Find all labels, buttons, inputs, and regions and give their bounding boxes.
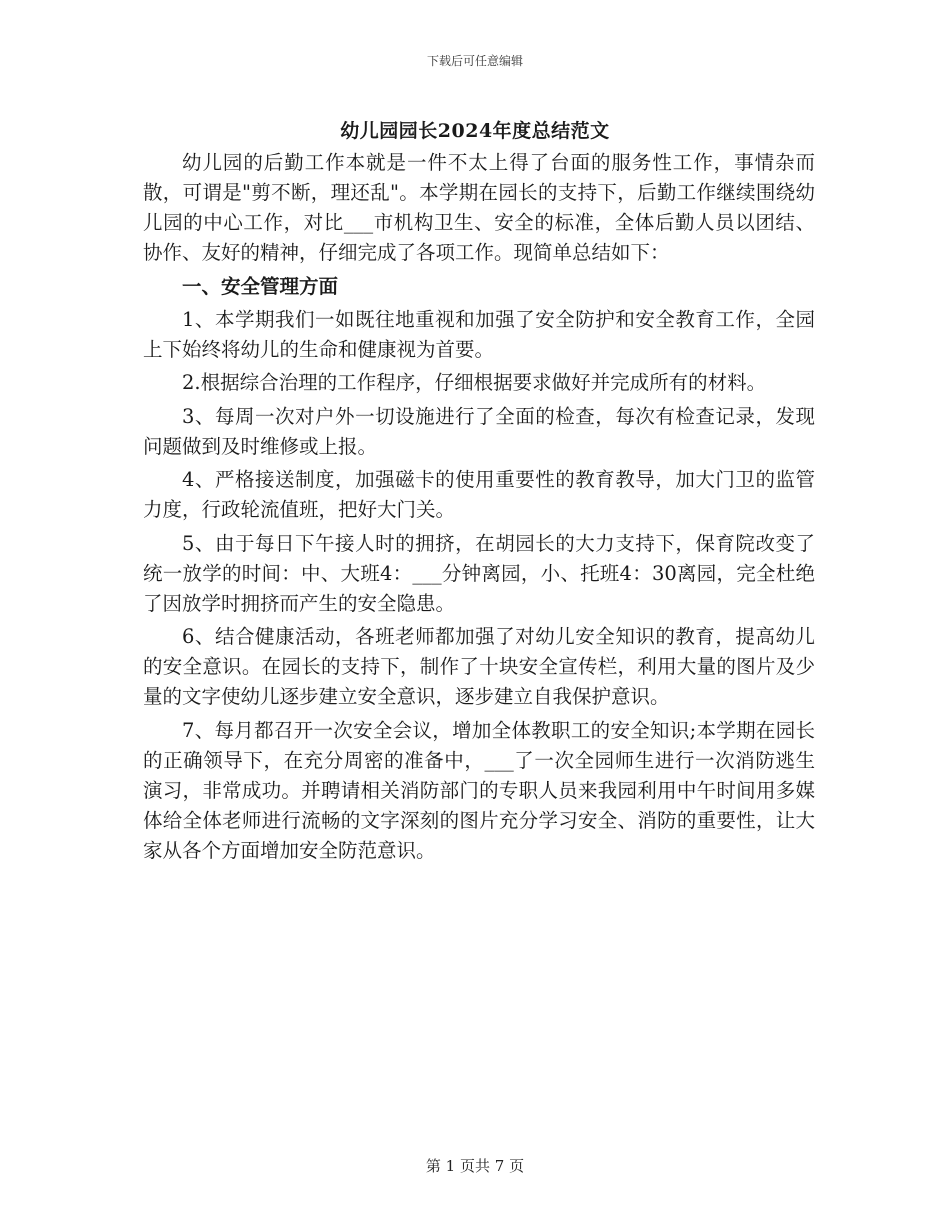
intro-paragraph: 幼儿园的后勤工作本就是一件不太上得了台面的服务性工作，事情杂而散，可谓是"剪不断，理还乱"。本学期在园长的支持下，后勤工作继续围绕幼儿园的中心工作，对比___市机构卫生、安全的标准，全体后勤人员以团结、协作、友好的精神，仔细完成了各项工作。现简单总结如下： <box>143 151 815 264</box>
list-item: 1、本学期我们一如既往地重视和加强了安全防护和安全教育工作，全园上下始终将幼儿的生命和健康视为首要。 <box>143 307 815 361</box>
document-title: 幼儿园园长2024年度总结范文 <box>340 120 610 142</box>
document-body <box>143 148 815 869</box>
header-note: 下载后可任意编辑 <box>426 54 523 68</box>
list-item: 5、由于每日下午接人时的拥挤，在胡园长的大力支持下，保育院改变了统一放学的时间：中、大班4：___分钟离园，小、托班4：30离园，完全杜绝了因放学时拥挤而产生的安全隐患。 <box>143 531 815 615</box>
list-item: 4、严格接送制度，加强磁卡的使用重要性的教育教导，加大门卫的监管力度，行政轮流值班，把好大门关。 <box>143 468 815 521</box>
list-item: 6、结合健康活动，各班老师都加强了对幼儿安全知识的教育，提高幼儿的安全意识。在园长的支持下，制作了十块安全宣传栏，利用大量的图片及少量的文字使幼儿逐步建立安全意识，逐步建立自我保护意识。 <box>143 625 815 708</box>
section-heading: 一、安全管理方面 <box>182 274 339 298</box>
page-footer: 第 1 页共 7 页 <box>425 1157 525 1175</box>
list-item: 3、每周一次对户外一切设施进行了全面的检查，每次有检查记录，发现问题做到及时维修或上报。 <box>143 404 815 458</box>
list-item: 2.根据综合治理的工作程序，仔细根据要求做好并完成所有的材料。 <box>182 371 767 394</box>
list-item: 7、每月都召开一次安全会议，增加全体教职工的安全知识;本学期在园长的正确领导下，在充分周密的准备中，___了一次全园师生进行一次消防逃生演习，非常成功。并聘请相关消防部门的专职人员来我园利用中午时间用多媒体给全体老师进行流畅的文字深刻的图片充分学习安全、消防的重要性，让大家从各个方面增加安全防范意识。 <box>143 718 815 862</box>
